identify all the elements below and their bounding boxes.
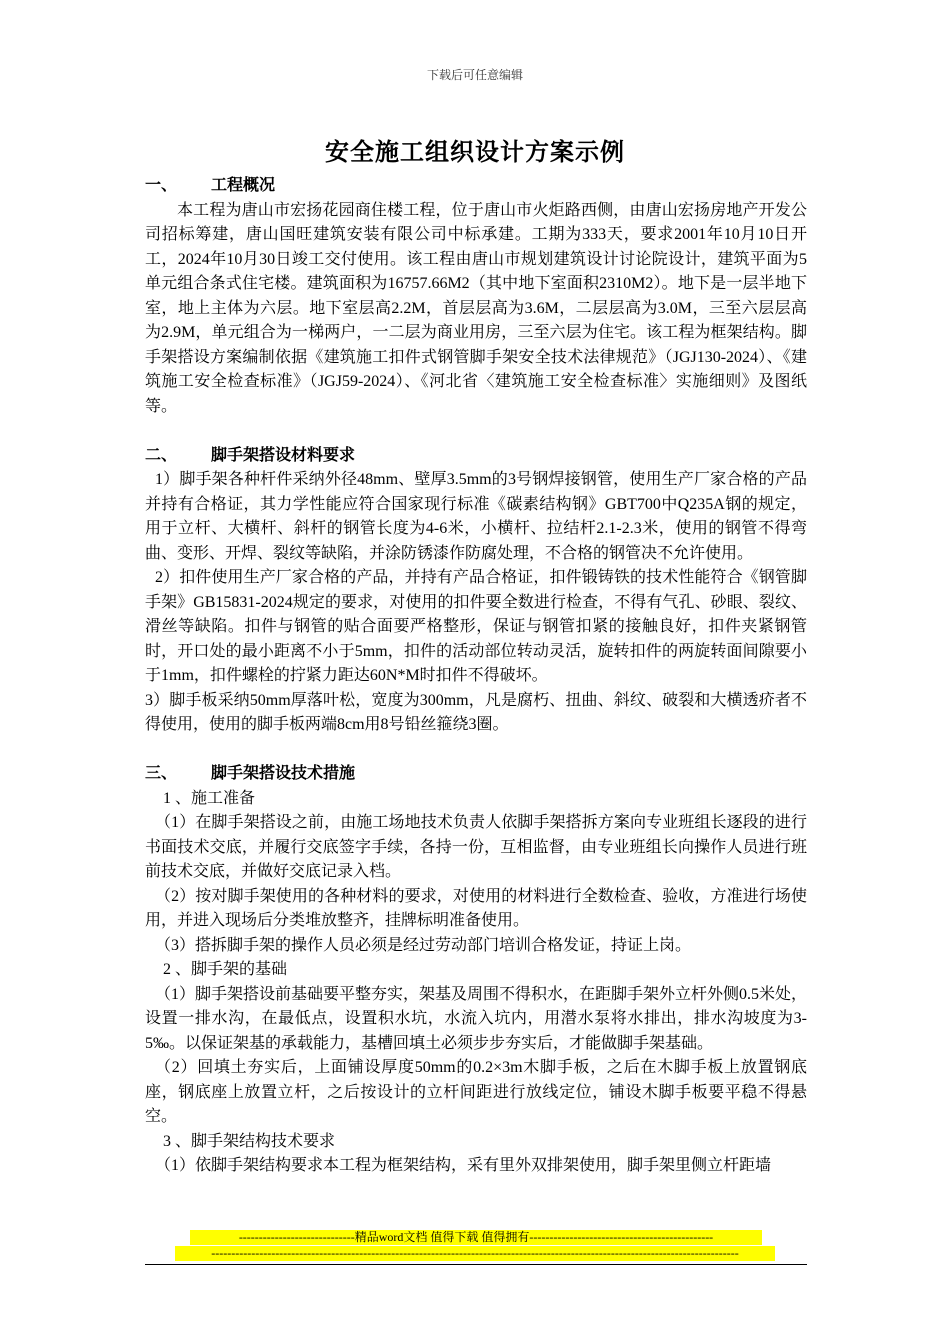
- paragraph: 1）脚手架各种杆件采纳外径48mm、壁厚3.5mm的3号钢焊接钢管，使用生产厂家合格的产品并持有合格证，其力学性能应符合国家现行标准《碳素结构钢》GBT700中Q235A钢的规定，用于立杆、大横杆、斜杆的钢管长度为4-6米，小横杆、拉结杆2.1-2.3米，使用的钢管不得弯曲、变形、开焊、裂纹等缺陷，并涂防锈漆作防腐处理，不合格的钢管决不允许使用。: [145, 471, 807, 562]
- footer-dash-line: ------------------------------------------------------------------------------------------------------------------------------------: [175, 1246, 775, 1261]
- paragraph: （1）脚手架搭设前基础要平整夯实，架基及周围不得积水，在距脚手架外立杆外侧0.5米处，设置一排水沟，在最低点，设置积水坑，水流入坑内，用潜水泵将水排出，排水沟坡度为3-5‰。以保证架基的承载能力，基槽回填土必须步步夯实后，才能做脚手架基础。: [145, 985, 808, 1052]
- section-number: 二、: [145, 446, 178, 464]
- paragraph: （1）依脚手架结构要求本工程为框架结构，采有里外双排架使用，脚手架里侧立杆距墙: [155, 1157, 772, 1174]
- section-title: 脚手架搭设技术措施: [211, 765, 356, 782]
- footer-rule: [145, 1264, 807, 1265]
- document-title: 安全施工组织设计方案示例: [325, 140, 625, 166]
- section-heading-1: [145, 174, 807, 199]
- section-title: 脚手架搭设材料要求: [211, 446, 356, 464]
- header-note: 下载后可任意编辑: [426, 68, 523, 82]
- section-number: 三、: [145, 765, 178, 782]
- section-number: 一、: [145, 177, 178, 194]
- paragraph: 3）脚手板采纳50mm厚落叶松，宽度为300mm，凡是腐朽、扭曲、斜纹、破裂和大横透疥者不得使用，使用的脚手板两端8cm用8号铅丝箍绕3圈。: [145, 691, 807, 733]
- section-heading-2: [145, 444, 807, 469]
- section-title: 工程概况: [211, 177, 276, 194]
- paragraph: （2）回填土夯实后，上面铺设厚度50mm的0.2×3m木脚手板，之后在木脚手板上放置钢底座，钢底座上放置立杆，之后按设计的立杆间距进行放线定位，铺设木脚手板要平稳不得悬空。: [145, 1059, 807, 1125]
- subheading: 1 、施工准备: [163, 789, 256, 807]
- paragraph: （1）在脚手架搭设之前，由施工场地技术负责人依脚手架搭拆方案向专业班组长逐段的进行书面技术交底，并履行交底签字手续，各持一份，互相监督，由专业班组长向操作人员进行班前技术交底，并做好交底记录入档。: [145, 814, 807, 880]
- paragraph: （3）搭拆脚手架的操作人员必须是经过劳动部门培训合格发证，持证上岗。: [155, 936, 692, 954]
- document-body: [145, 174, 807, 1179]
- paragraph: 本工程为唐山市宏扬花园商住楼工程，位于唐山市火炬路西侧，由唐山宏扬房地产开发公司招标筹建，唐山国旺建筑安装有限公司中标承建。工期为333天，要求2001年10月10日开工，2024年10月30日竣工交付使用。该工程由唐山市规划建筑设计讨论院设计，建筑平面为5单元组合条式住宅楼。建筑面积为16757.66M2（其中地下室面积2310M2）。地下是一层半地下室，地上主体为六层。地下室层高2.2M，首层层高为3.6M，二层层高为3.0M，三至六层层高为2.9M，单元组合为一梯两户，一二层为商业用房，三至六层为住宅。该工程为框架结构。脚手架搭设方案编制依据《建筑施工扣件式钢管脚手架安全技术法律规范》（JGJ130-2024）、《建筑施工安全检查标准》（JGJ59-2024）、《河北省〈建筑施工安全检查标准〉实施细则》及图纸等。: [145, 201, 807, 415]
- subheading: 3 、脚手架结构技术要求: [163, 1132, 336, 1150]
- section-heading-3: [145, 762, 807, 787]
- paragraph: （2）按对脚手架使用的各种材料的要求，对使用的材料进行全数检查、验收，方准进行场使用，并进入现场后分类堆放整齐，挂牌标明准备使用。: [145, 887, 807, 929]
- subheading: 2 、脚手架的基础: [163, 961, 288, 978]
- footer-banner: -----------------------------精品word文档 值得下载 值得拥有----------------------------------------------: [190, 1230, 762, 1245]
- paragraph: 2）扣件使用生产厂家合格的产品，并持有产品合格证，扣件锻铸铁的技术性能符合《钢管脚手架》GB15831-2024规定的要求，对使用的扣件要全数进行检查，不得有气孔、砂眼、裂纹、滑丝等缺陷。扣件与钢管的贴合面要严格整形，保证与钢管扣紧的接触良好，扣件夹紧钢管时，开口处的最小距离不小于5mm，扣件的活动部位转动灵活，旋转扣件的两旋转面间隙要小于1mm，扣件螺栓的拧紧力距达60N*M时扣件不得破坏。: [145, 569, 807, 684]
